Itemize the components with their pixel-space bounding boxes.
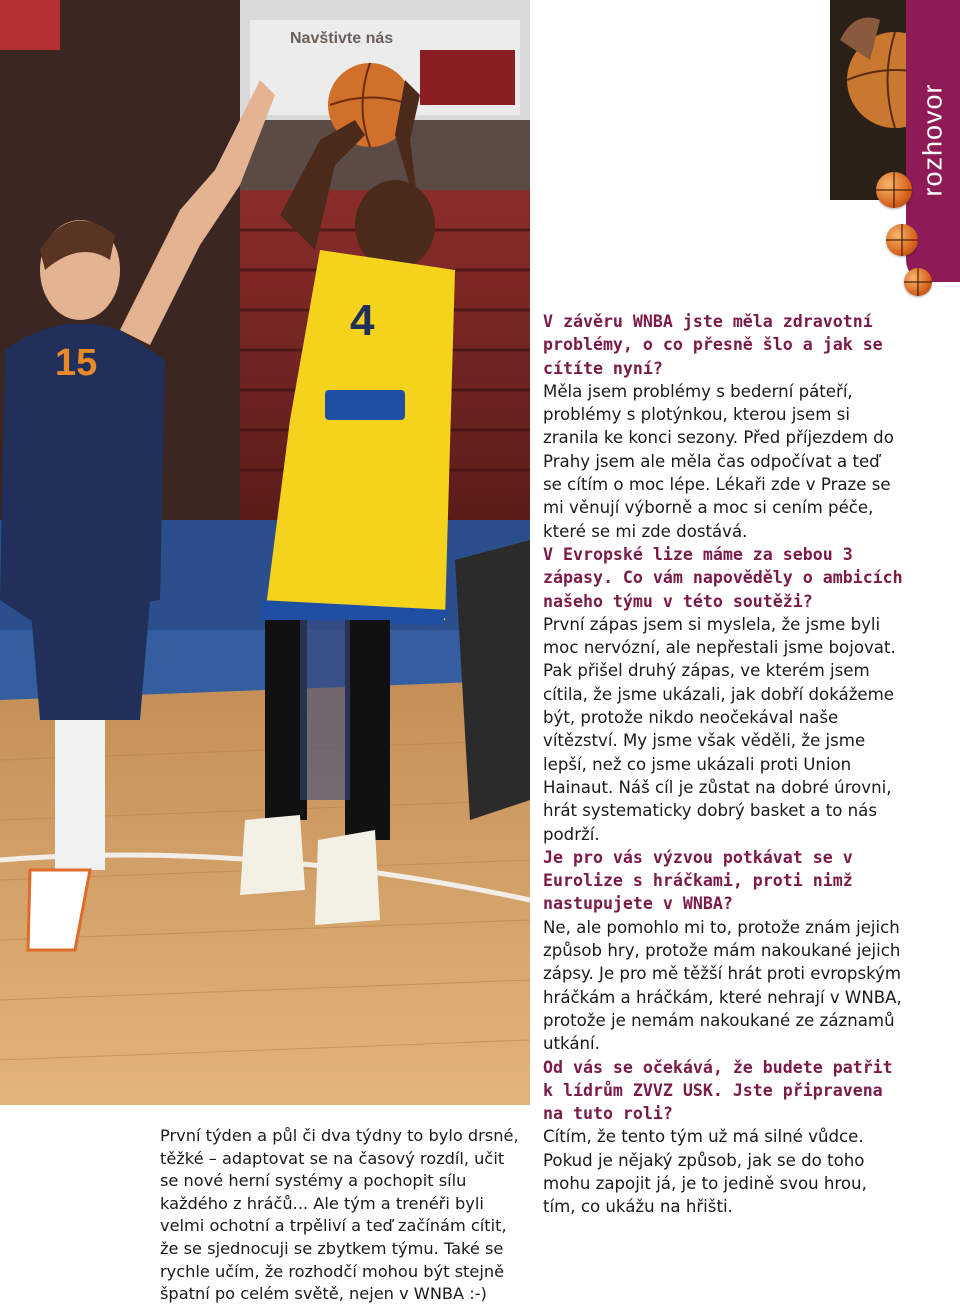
shooter-number: 4 — [350, 296, 375, 345]
photo-caption: První týden a půl či dva týdny to bylo drsné, těžké – adaptovat se na časový rozdíl, učit se nové herní systémy a pochopit sílu každého z hráčů... Ale tým a trenéři byli velmi ochotní a trpěliví a teď začínám cítit, že se sjednocuji se zbytkem týmu. Také se rychle učím, že rozhodčí mohou být stejně špatní po celém světě, nejen v WNBA :-) — [160, 1126, 519, 1304]
decor-ball-icon — [876, 172, 912, 208]
defender-number: 15 — [55, 342, 98, 384]
question: V Evropské lize máme za sebou 3 zápasy. Co vám napověděly o ambicích našeho týmu v této soutěži? — [543, 544, 903, 611]
section-tab-label: rozhovor — [917, 83, 948, 197]
question: Je pro vás výzvou potkávat se v Eurolize s hráčkami, proti nimž nastupujete v WNBA? — [543, 847, 853, 914]
decor-ball-icon — [886, 224, 918, 256]
banner-text: Navštivte nás — [290, 30, 394, 47]
answer: Měla jsem problémy s bederní páteří, problémy s plotýnkou, kterou jsem si zranila ke konci sezony. Před příjezdem do Prahy jsem ale měla čas odpočívat a teď se cítím o moc lépe. Lékaři zde v Praze se mi věnují výborně a moc si cením péče, které se mi zde dostává. — [543, 381, 894, 541]
question: V závěru WNBA jste měla zdravotní problémy, o co přesně šlo a jak se cítíte nyní? — [543, 312, 883, 378]
answer: Ne, ale pomohlo mi to, protože znám jejich způsob hry, protože mám nakoukané jejich zápsy. Je pro mě těžší hrát proti evropským hráčkám a hráčkám, které nehrají v WNBA, protože je nemám nakoukané ze záznamů utkání. — [543, 917, 902, 1054]
interview-text — [543, 310, 903, 1219]
decor-ball-icon — [904, 268, 932, 296]
article-photo — [0, 0, 530, 1105]
answer: Cítím, že tento tým už má silné vůdce. Pokud je nějaký způsob, jak se do toho mohu zapojit já, je to jedině svou hrou, tím, co ukážu na hřišti. — [543, 1127, 867, 1217]
answer: První zápas jsem si myslela, že jsme byli moc nervózní, ale nepřestali jsme bojovat. Pak přišel druhý zápas, ve kterém jsem cítila, že jsme ukázali, jak dobří dokážeme být, protože nikdo neočekával naše vítězství. My jsme však věděli, že jsme lepší, než co jsme ukázali proti Union Hainaut. Náš cíl je zůstat na dobré úrovni, hrát systematicky dobrý basket a to nás podrží. — [543, 614, 896, 844]
basketball-scene — [0, 0, 530, 1105]
question: Od vás se očekává, že budete patřit k lídrům ZVVZ USK. Jste připravena na tuto roli? — [543, 1057, 893, 1124]
